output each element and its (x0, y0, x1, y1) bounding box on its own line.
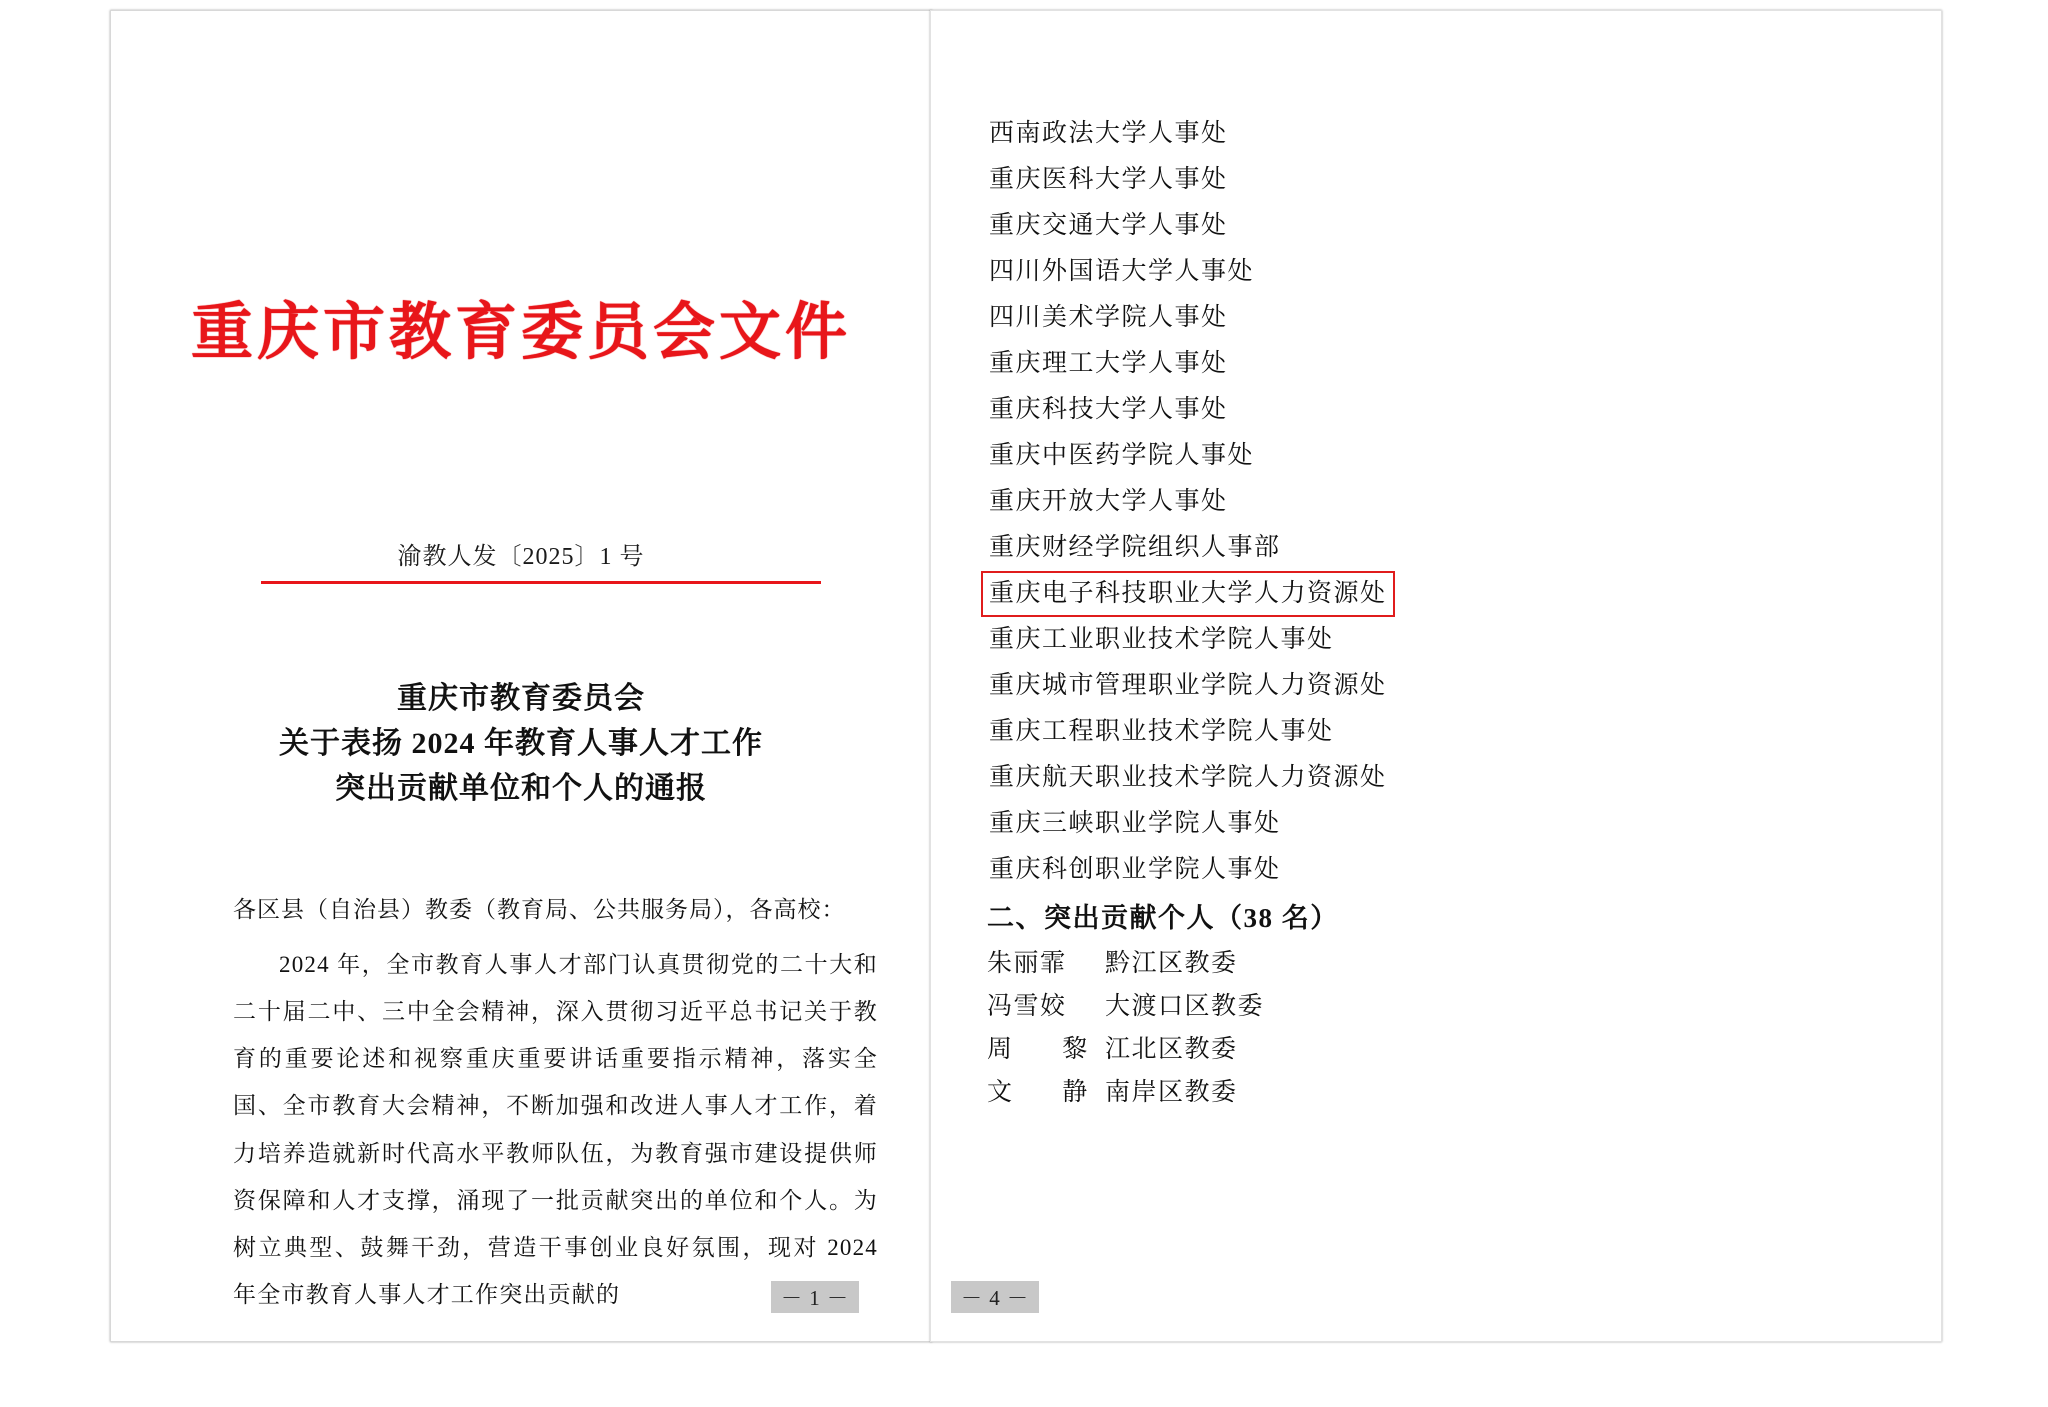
unit-item: 重庆医科大学人事处 (989, 166, 1228, 193)
red-divider-rule (261, 581, 821, 584)
unit-item: 重庆开放大学人事处 (989, 488, 1228, 515)
unit-item-highlighted: 重庆电子科技职业大学人力资源处 (981, 571, 1395, 617)
person-row (981, 1071, 1911, 1114)
document-page-right (930, 10, 1942, 1342)
page-title-line-1: 重庆市教育委员会 (397, 682, 645, 715)
unit-item: 重庆财经学院组织人事部 (989, 534, 1281, 561)
page-title (171, 676, 871, 811)
person-row (981, 942, 1911, 985)
person-organization: 大渡口区教委 (1105, 993, 1265, 1020)
unit-item: 四川外国语大学人事处 (989, 258, 1255, 285)
section-heading-individuals: 二、突出贡献个人（38 名） (987, 903, 1339, 933)
document-banner-title: 重庆市教育委员会文件 (190, 295, 851, 368)
page-title-line-2: 关于表扬 2024 年教育人事人才工作 (279, 727, 763, 760)
document-page-left (110, 10, 932, 1342)
document-body-paragraph: 2024 年，全市教育人事人才部门认真贯彻党的二十大和二十届二中、三中全会精神，深入贯彻习近平总书记关于教育的重要论述和视察重庆重要讲话重要指示精神，落实全国、全市教育大会精神，不断加强和改进人事人才工作，着力培养造就新时代高水平教师队伍，为教育强市建设提供师资保障和人才支撑，涌现了一批贡献突出的单位和个人。为树立典型、鼓舞干劲，营造干事创业良好氛围，现对 2024 年全市教育人事人才工作突出贡献的 (233, 952, 878, 1307)
document-number: 渝教人发〔2025〕1 号 (397, 544, 645, 570)
unit-item: 重庆航天职业技术学院人力资源处 (989, 764, 1387, 791)
person-row (981, 1028, 1911, 1071)
unit-item: 西南政法大学人事处 (989, 120, 1228, 147)
unit-item: 重庆科创职业学院人事处 (989, 856, 1281, 883)
unit-item: 重庆科技大学人事处 (989, 396, 1228, 423)
unit-item: 重庆交通大学人事处 (989, 212, 1228, 239)
unit-item: 重庆工程职业技术学院人事处 (989, 718, 1334, 745)
unit-item: 重庆中医药学院人事处 (989, 442, 1255, 469)
unit-item: 重庆城市管理职业学院人力资源处 (989, 672, 1387, 699)
page-title-line-3: 突出贡献单位和个人的通报 (335, 772, 707, 805)
person-name: 周 黎 (987, 1036, 1110, 1063)
person-name: 冯雪姣 (987, 993, 1067, 1020)
person-organization: 南岸区教委 (1105, 1079, 1238, 1106)
person-organization: 黔江区教委 (1105, 950, 1238, 977)
unit-item: 重庆工业职业技术学院人事处 (989, 626, 1334, 653)
person-row (981, 985, 1911, 1028)
person-name: 文 静 (987, 1079, 1110, 1106)
person-name: 朱丽霏 (987, 950, 1067, 977)
unit-item: 四川美术学院人事处 (989, 304, 1228, 331)
page-number-left: － 1 － (771, 1281, 859, 1313)
unit-item: 重庆三峡职业学院人事处 (989, 810, 1281, 837)
person-organization: 江北区教委 (1105, 1036, 1238, 1063)
page-number-right: － 4 － (951, 1281, 1039, 1313)
unit-item: 重庆理工大学人事处 (989, 350, 1228, 377)
unit-list (981, 111, 1911, 1114)
document-salutation: 各区县（自治县）教委（教育局、公共服务局），各高校： (233, 897, 846, 922)
